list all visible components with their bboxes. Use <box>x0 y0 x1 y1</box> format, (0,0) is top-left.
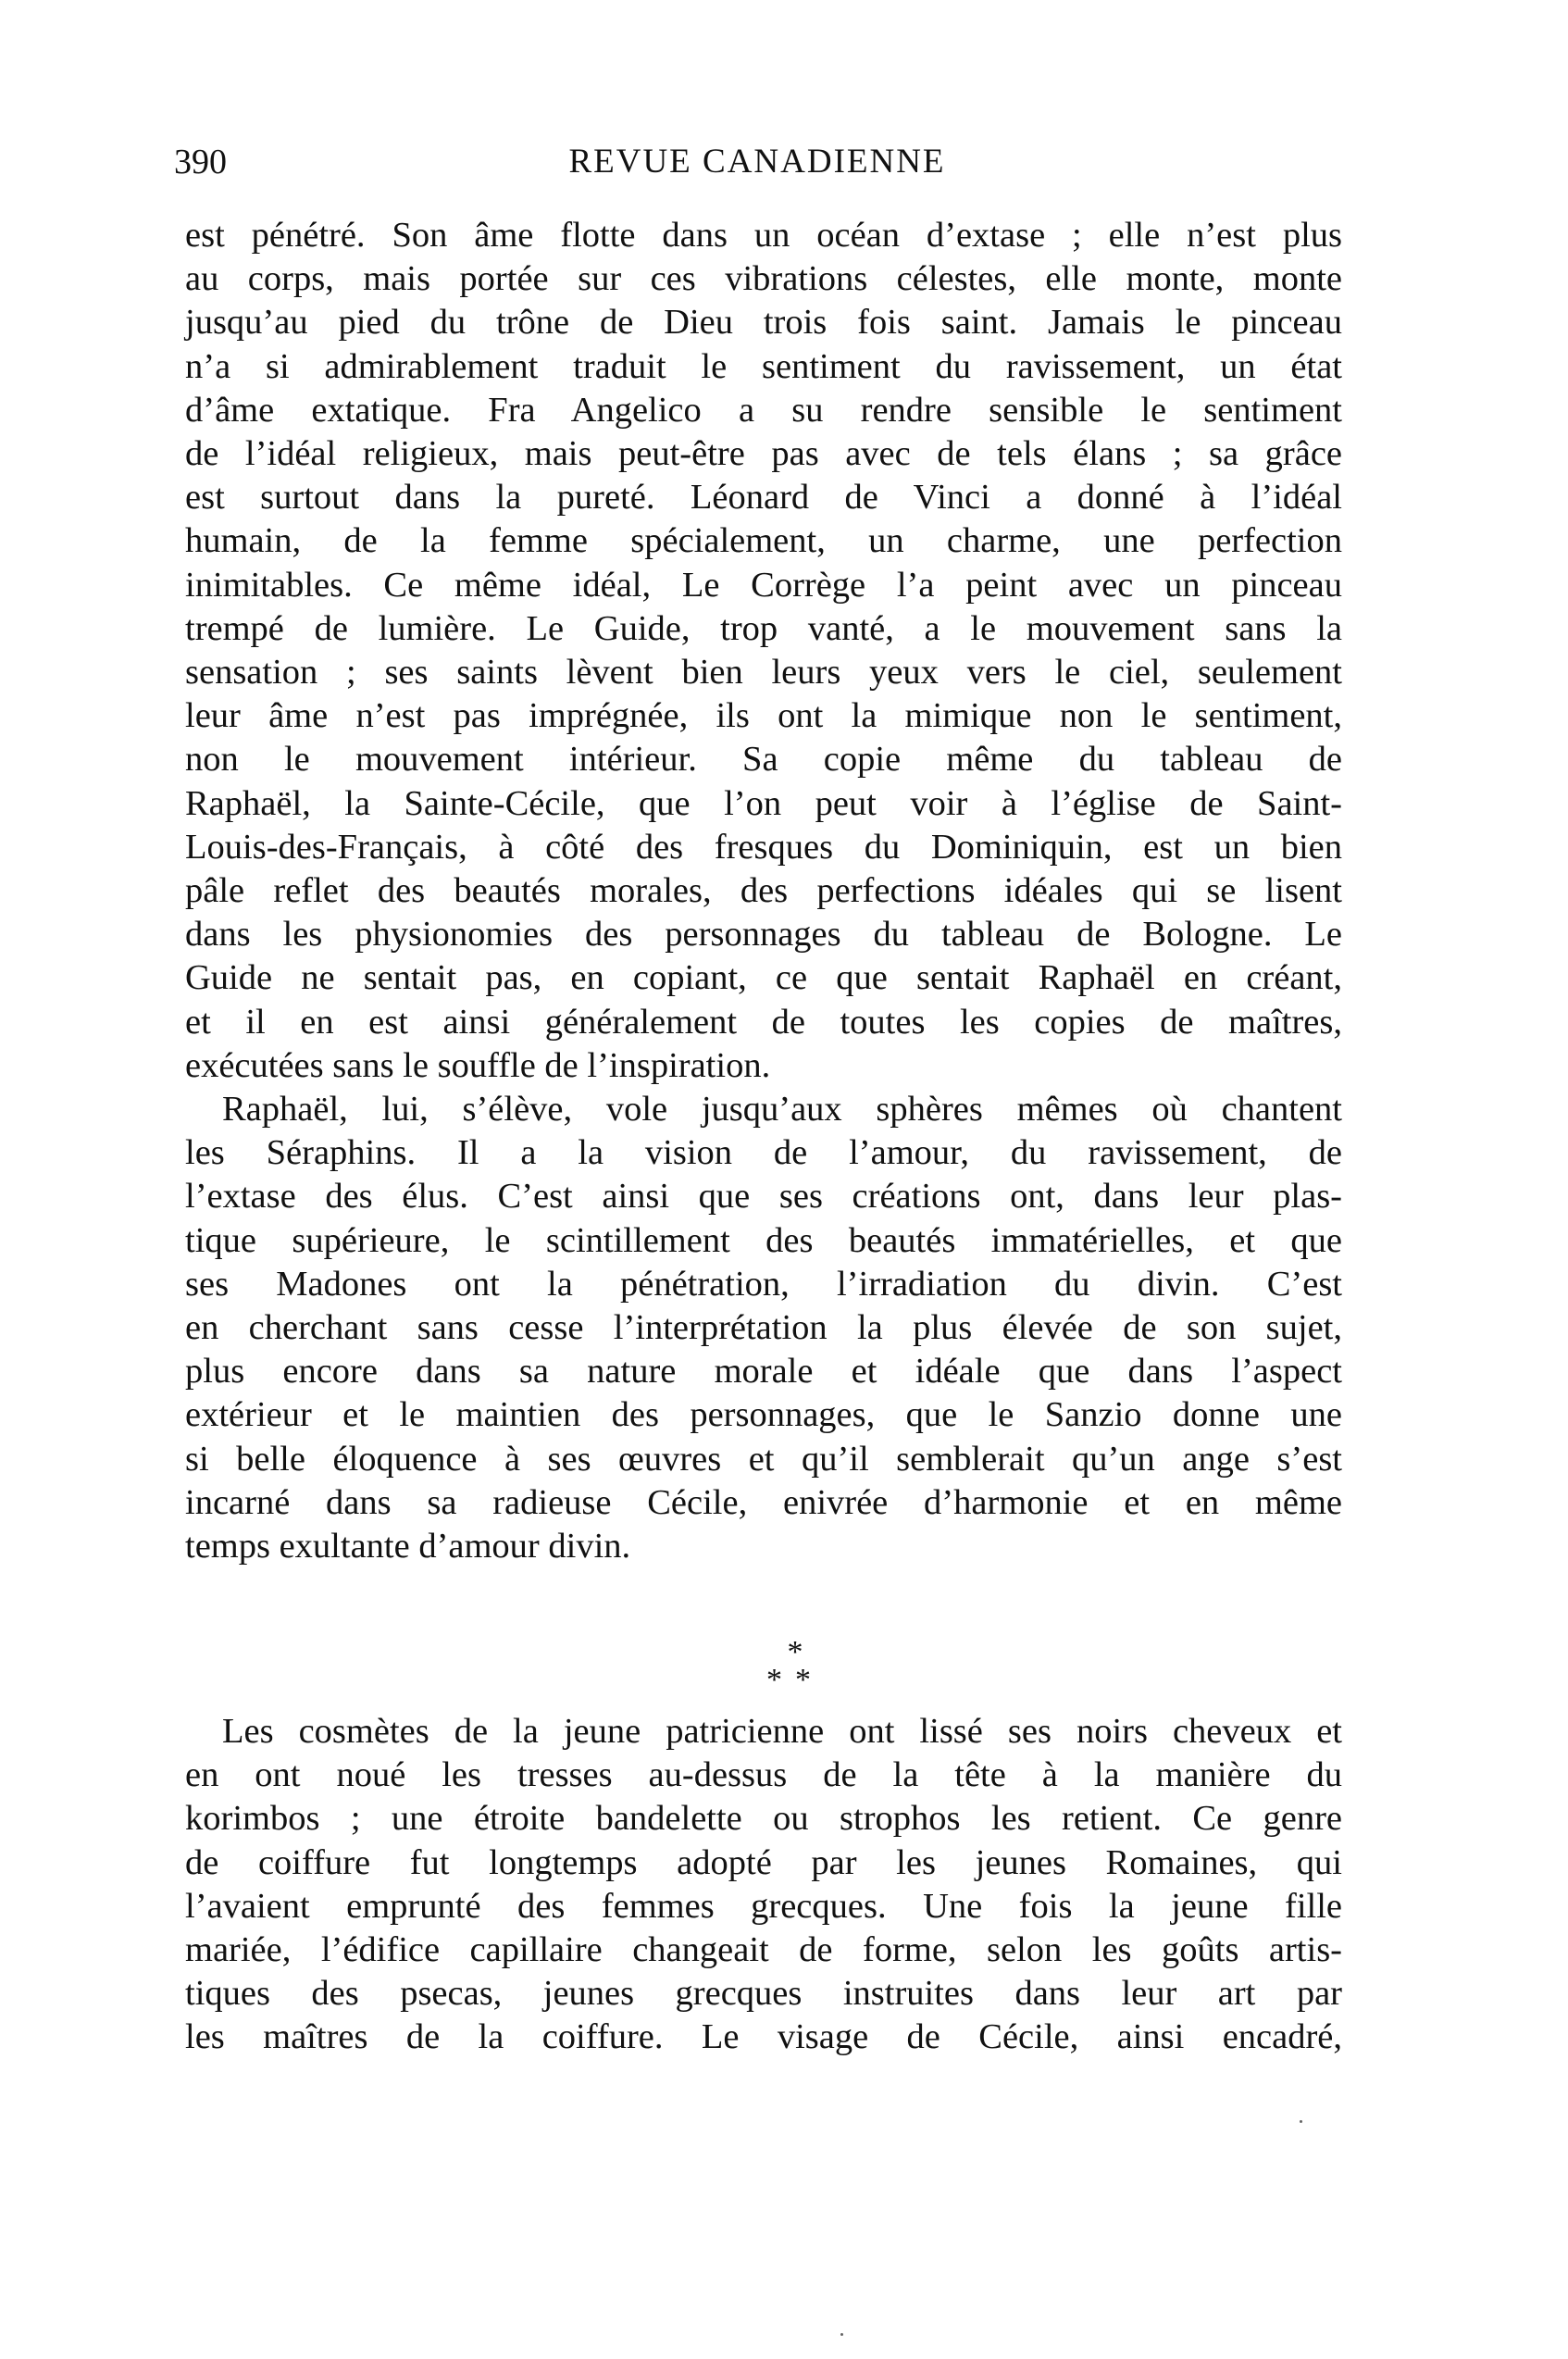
print-speck <box>840 2333 843 2336</box>
text-line: jusqu’au pied du trône de Dieu trois fois saint. Jamais le pinceau <box>185 303 1342 343</box>
text-line: l’avaient emprunté des femmes grecques. Une fois la jeune fille <box>185 1886 1342 1926</box>
text-line: d’âme extatique. Fra Angelico a su rendre sensible le sentiment <box>185 390 1342 430</box>
running-head <box>174 139 1340 185</box>
text-line: Guide ne sentait pas, en copiant, ce que sentait Raphaël en créant, <box>185 958 1342 998</box>
text-line: exécutées sans le souffle de l’inspiration. <box>185 1045 771 1085</box>
text-line: est pénétré. Son âme flotte dans un océan d’extase ; elle n’est plus <box>185 216 1342 255</box>
text-line: Louis-des-Français, à côté des fresques du Dominiquin, est un bien <box>185 827 1342 867</box>
text-line: au corps, mais portée sur ces vibrations célestes, elle monte, monte <box>185 259 1342 299</box>
section-separator <box>0 1635 1568 1697</box>
text-line: Raphaël, la Sainte-Cécile, que l’on peut voir à l’église de Saint- <box>185 783 1342 823</box>
text-line: en ont noué les tresses au-dessus de la tête à la manière du <box>185 1755 1342 1795</box>
text-line: korimbos ; une étroite bandelette ou strophos les retient. Ce genre <box>185 1799 1342 1839</box>
text-line: dans les physionomies des personnages du tableau de Bologne. Le <box>185 915 1342 955</box>
text-line: temps exultante d’amour divin. <box>185 1527 631 1566</box>
text-line: plus encore dans sa nature morale et idéale que dans l’aspect <box>185 1352 1342 1392</box>
body-text-block <box>185 214 1342 1568</box>
text-line: les maîtres de la coiffure. Le visage de Cécile, ainsi encadré, <box>185 2017 1342 2057</box>
text-line: est surtout dans la pureté. Léonard de Vinci a donné à l’idéal <box>185 478 1342 518</box>
text-line: de coiffure fut longtemps adopté par les jeunes Romaines, qui <box>185 1842 1342 1882</box>
text-line: trempé de lumière. Le Guide, trop vanté, a le mouvement sans la <box>185 608 1342 648</box>
text-line: extérieur et le maintien des personnages, que le Sanzio donne une <box>185 1395 1342 1435</box>
asterism-top: * <box>787 1635 803 1669</box>
text-line: sensation ; ses saints lèvent bien leurs yeux vers le ciel, seulement <box>185 653 1342 693</box>
text-line: les Séraphins. Il a la vision de l’amour, du ravissement, de <box>185 1133 1342 1173</box>
text-line: en cherchant sans cesse l’interprétation la plus élevée de son sujet, <box>185 1308 1342 1348</box>
asterism-bottom: ** <box>766 1663 824 1697</box>
print-speck <box>1300 2120 1302 2123</box>
text-line: si belle éloquence à ses œuvres et qu’il semblerait qu’un ange s’est <box>185 1439 1342 1479</box>
text-line: non le mouvement intérieur. Sa copie même du tableau de <box>185 740 1342 780</box>
journal-title: REVUE CANADIENNE <box>568 143 946 181</box>
body-text-block <box>185 1710 1342 2060</box>
text-line: l’extase des élus. C’est ainsi que ses créations ont, dans leur plas- <box>185 1177 1342 1217</box>
text-line: ses Madones ont la pénétration, l’irradiation du divin. C’est <box>185 1264 1342 1304</box>
text-line: de l’idéal religieux, mais peut-être pas avec de tels élans ; sa grâce <box>185 434 1342 474</box>
text-line: et il en est ainsi généralement de toutes les copies de maîtres, <box>185 1002 1342 1042</box>
text-line: tiques des psecas, jeunes grecques instruites dans leur art par <box>185 1974 1342 2014</box>
text-line: n’a si admirablement traduit le sentiment du ravissement, un état <box>185 346 1342 386</box>
text-line: incarné dans sa radieuse Cécile, enivrée d’harmonie et en même <box>185 1482 1342 1522</box>
text-line: inimitables. Ce même idéal, Le Corrège l’a peint avec un pinceau <box>185 565 1342 605</box>
page-number: 390 <box>174 143 227 181</box>
text-line: humain, de la femme spécialement, un charme, une perfection <box>185 521 1342 561</box>
text-line: Les cosmètes de la jeune patricienne ont lissé ses noirs cheveux et <box>222 1712 1342 1751</box>
text-line: pâle reflet des beautés morales, des perfections idéales qui se lisent <box>185 871 1342 911</box>
text-line: mariée, l’édifice capillaire changeait de forme, selon les goûts artis- <box>185 1930 1342 1970</box>
text-line: tique supérieure, le scintillement des beautés immatérielles, et que <box>185 1220 1342 1260</box>
text-line: leur âme n’est pas imprégnée, ils ont la mimique non le sentiment, <box>185 696 1342 736</box>
text-line: Raphaël, lui, s’élève, vole jusqu’aux sphères mêmes où chantent <box>222 1090 1342 1130</box>
